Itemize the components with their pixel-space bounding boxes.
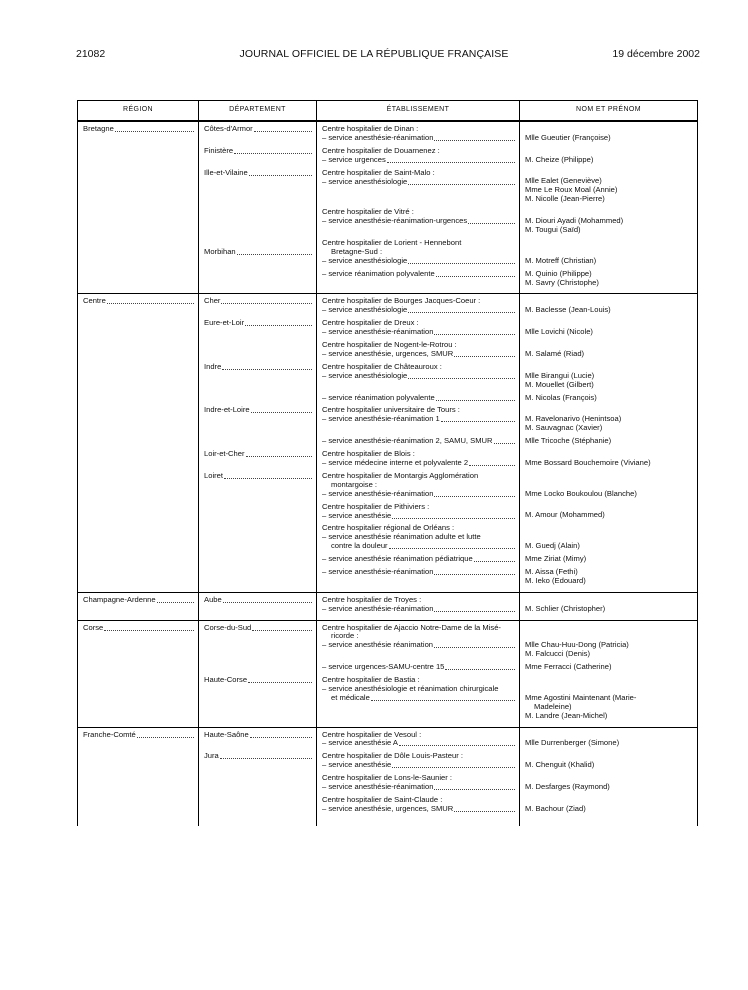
person-name: Mme Ferracci (Catherine) [525,662,612,672]
service-name-continued: contre la douleur [331,542,388,551]
service-name: – service anesthésie-réanimation-urgences [322,217,468,226]
hospital-name: Centre hospitalier de Saint-Claude : [322,794,443,804]
person-name: M. Cheize (Philippe) [525,154,594,164]
departement-cell [199,727,317,826]
service-name: – service anesthésie-réanimation [322,783,434,792]
departement-name: Ille-et-Vilaine [204,168,248,177]
person-name: Mlle Birangui (Lucie) [525,370,595,380]
journal-title: JOURNAL OFFICIEL DE LA RÉPUBLIQUE FRANÇAISE [239,48,509,60]
person-name: M. Guedj (Alain) [525,541,580,551]
service-name: – service anesthésie-réanimation 1 [322,415,440,424]
etablissement-cell [317,727,520,826]
hospital-name: Centre hospitalier de Troyes : [322,594,422,604]
service-name: – service anesthésie-réanimation [322,568,434,577]
region-name: Bretagne [83,125,114,133]
service-name: – service réanimation polyvalente [322,393,435,402]
region-cell [78,620,199,727]
person-name-continued: Madeleine) [534,701,572,711]
departement-cell [199,620,317,727]
person-name: Mlle Durrenberger (Simone) [525,738,620,748]
person-name: Mme Locko Boukoulou (Blanche) [525,488,637,498]
column-header-etablissement: ÉTABLISSEMENT [317,101,520,122]
service-name: – service réanimation polyvalente [322,269,435,278]
column-header-nom-prenom: NOM ET PRÉNOM [520,101,698,122]
etablissement-cell [317,121,520,294]
service-name: – service anesthésie A [322,739,398,748]
region-row-champagne-ardenne [78,592,698,620]
region-cell [78,592,199,620]
hospital-name: Centre hospitalier de Lorient - Hennebont [322,237,462,247]
person-name: M. Schlier (Christopher) [525,603,606,613]
publication-date: 19 décembre 2002 [612,48,700,60]
departement-name: Loiret [204,471,223,480]
person-name: M. Savry (Christophe) [525,277,599,287]
person-name: Mme Agostini Maintenant (Marie- [525,692,637,702]
departement-name: Côtes-d'Armor [204,125,253,133]
person-name: Mlle Lovichi (Nicole) [525,327,593,337]
etablissement-cell [317,620,520,727]
hospital-name-continued: montargoise : [331,479,378,489]
departement-cell [199,294,317,592]
departement-name: Loir-et-Cher [204,449,245,458]
hospital-name: Centre hospitalier de Vesoul : [322,729,422,739]
column-header-departement: DÉPARTEMENT [199,101,317,122]
departement-name: Haute-Corse [204,675,248,684]
departement-cell [199,592,317,620]
region-name: Centre [83,297,106,306]
region-name: Franche-Comté [83,730,136,739]
departement-name: Corse-du-Sud [204,623,252,632]
region-name: Champagne-Ardenne [83,595,156,604]
region-name: Corse [83,623,104,632]
person-name: M. Falcucci (Denis) [525,649,590,659]
etablissement-cell [317,592,520,620]
departement-name: Finistère [204,146,234,155]
service-name: – service anesthésiologie [322,371,408,380]
service-name: – service urgences [322,155,386,164]
departement-cell [199,121,317,294]
hospital-name: Centre hospitalier de Montargis Agglomération [322,470,479,480]
service-name: – service anesthésie-réanimation [322,133,434,142]
region-row-bretagne [78,121,698,294]
person-name: Mme Ziriat (Mimy) [525,553,587,563]
person-name: M. Sauvagnac (Xavier) [525,423,603,433]
departement-name: Eure-et-Loir [204,319,245,328]
region-cell [78,294,199,592]
column-header-region: RÉGION [78,101,199,122]
region-row-corse [78,620,698,727]
nom-prenom-cell [520,727,698,826]
hospital-name: Centre hospitalier de Bastia : [322,675,420,685]
hospital-name: Centre hospitalier de Dôle Louis-Pasteur : [322,751,463,761]
service-name: – service urgences-SAMU-centre 15 [322,663,445,672]
service-name: – service anesthésiologie [322,256,408,265]
person-name: M. Nicolas (François) [525,392,597,402]
service-name: – service anesthésie réanimation adulte et lutte [322,532,481,542]
person-name: M. Chenguit (Khalid) [525,760,595,770]
hospital-name: Centre hospitalier de Pithiviers : [322,501,430,511]
page-number: 21082 [76,48,106,60]
person-name: Mlle Ealet (Geneviève) [525,176,602,186]
appointments-table [77,100,698,826]
hospital-name: Centre hospitalier de Dinan : [322,124,419,133]
service-name: – service anesthésie réanimation pédiatrique [322,555,473,564]
hospital-name: Centre hospitalier de Bourges Jacques-Coeur : [322,296,481,306]
person-name: M. Landre (Jean-Michel) [525,710,608,720]
service-name: – service anesthésiologie et réanimation chirurgicale [322,683,499,693]
departement-name: Indre [204,362,222,371]
person-name: M. Motreff (Christian) [525,255,597,265]
service-name-continued: et médicale [331,693,370,702]
hospital-name: Centre hospitalier de Ajaccio Notre-Dame de la Misé- [322,622,501,632]
person-name: M. Tougui (Saïd) [525,225,581,234]
person-name: M. Ravelonarivo (Henintsoa) [525,414,622,424]
hospital-name: Centre hospitalier de Saint-Malo : [322,167,435,177]
person-name: M. Baclesse (Jean-Louis) [525,305,611,315]
departement-name: Indre-et-Loire [204,406,250,415]
departement-name: Jura [204,752,219,761]
person-name: Mlle Tricoche (Stéphanie) [525,436,612,446]
person-name: Mme Le Roux Moal (Annie) [525,185,618,195]
person-name: M. Desfarges (Raymond) [525,782,610,791]
service-name: – service anesthésie-réanimation 2, SAMU, SMUR [322,437,493,446]
hospital-name: Centre hospitalier de Dreux : [322,318,419,328]
person-name: M. Mouellet (Gilbert) [525,379,594,389]
region-cell [78,727,199,826]
service-name: – service anesthésiologie [322,306,408,315]
service-name: – service anesthésie-réanimation [322,604,434,613]
hospital-name: Centre hospitalier de Châteauroux : [322,361,442,371]
nom-prenom-cell [520,294,698,592]
table-header-row [78,101,698,122]
person-name: M. Ieko (Edouard) [525,575,586,585]
person-name: Mlle Chau-Huu-Dong (Patricia) [525,640,629,650]
nom-prenom-cell [520,121,698,294]
hospital-name: Centre hospitalier de Blois : [322,449,415,459]
departement-name: Morbihan [204,247,236,256]
departement-name: Haute-Saône [204,730,249,739]
service-name: – service anesthésie, urgences, SMUR [322,349,454,358]
service-name: – service anesthésie [322,761,392,770]
region-row-franche-comte [78,727,698,826]
service-name: – service anesthésie-réanimation [322,328,434,337]
service-name: – service anesthésie, urgences, SMUR [322,804,454,813]
service-name: – service anesthésie-réanimation [322,489,434,498]
region-row-centre [78,294,698,592]
hospital-name-continued: Bretagne-Sud : [331,246,383,256]
person-name: M. Salamé (Riad) [525,348,585,358]
person-name: M. Diouri Ayadi (Mohammed) [525,216,624,226]
person-name: M. Aissa (Fethi) [525,566,578,576]
person-name: Mme Bossard Bouchemoire (Viviane) [525,457,651,467]
etablissement-cell [317,294,520,592]
hospital-name: Centre hospitalier de Lons-le-Saunier : [322,773,453,783]
nom-prenom-cell [520,592,698,620]
service-name: – service anesthésie [322,511,392,520]
hospital-name-continued: ricorde : [331,631,359,641]
person-name: M. Nicolle (Jean-Pierre) [525,194,605,204]
person-name: M. Amour (Mohammed) [525,510,605,520]
hospital-name: Centre hospitalier universitaire de Tours : [322,405,460,415]
person-name: M. Quinio (Philippe) [525,268,592,278]
person-name: Mlle Gueutier (Françoise) [525,132,611,142]
hospital-name: Centre hospitalier régional de Orléans : [322,523,455,533]
service-name: – service anesthésie réanimation [322,641,434,650]
person-name: M. Bachour (Ziad) [525,803,586,813]
nom-prenom-cell [520,620,698,727]
region-cell [78,121,199,294]
service-name: – service anesthésiologie [322,177,408,186]
hospital-name: Centre hospitalier de Douarnenez : [322,145,440,155]
hospital-name: Centre hospitalier de Vitré : [322,207,414,217]
hospital-name: Centre hospitalier de Nogent-le-Rotrou : [322,340,457,350]
service-name: – service médecine interne et polyvalente 2 [322,458,469,467]
departement-name: Aube [204,595,222,604]
departement-name: Cher [204,297,221,306]
